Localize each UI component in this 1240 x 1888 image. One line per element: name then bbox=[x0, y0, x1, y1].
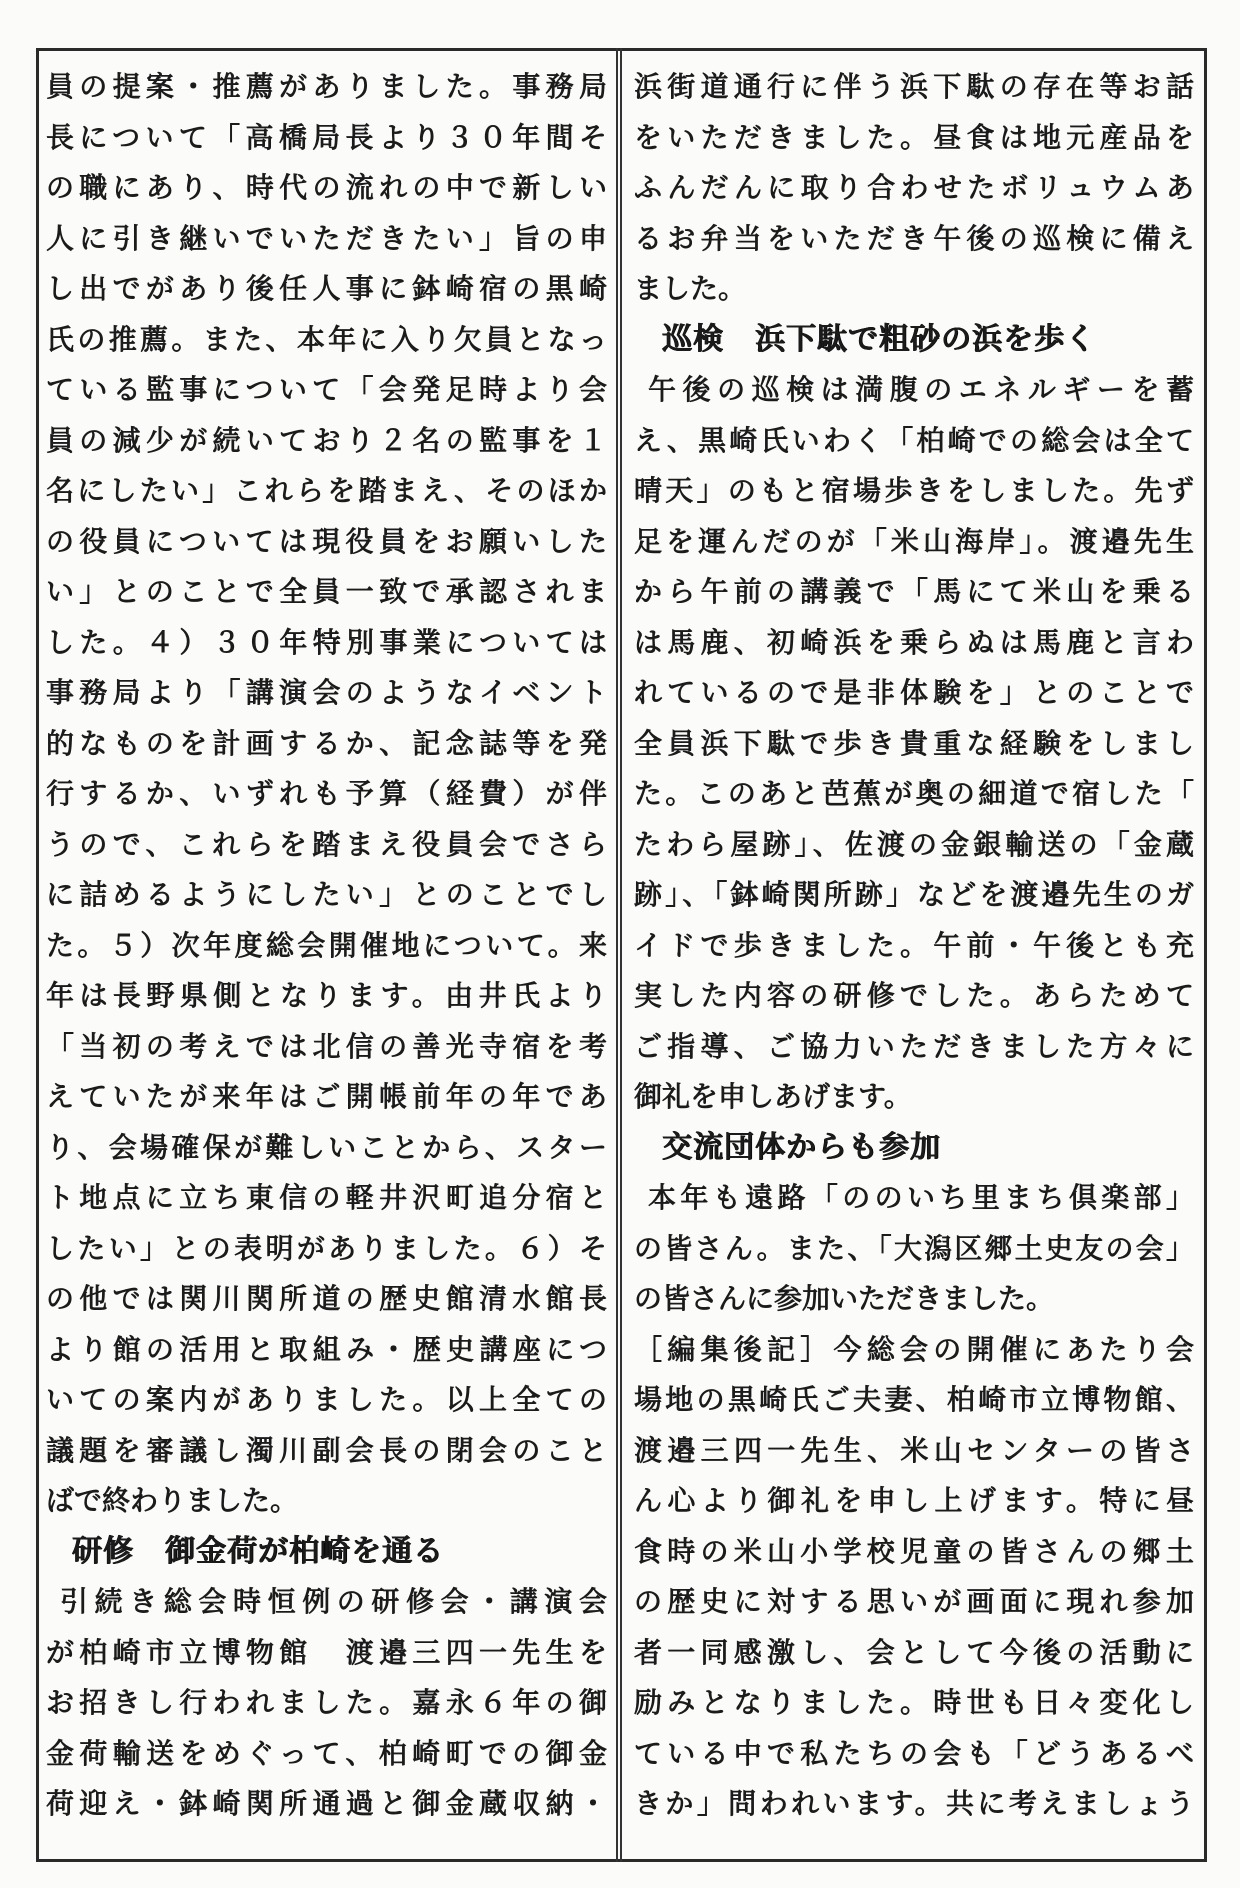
text-line: の他では関川関所道の歴史館清水館長 bbox=[46, 1282, 607, 1315]
text-line: 議題を審議し濁川副会長の閉会のこと bbox=[46, 1433, 607, 1467]
text-line: 年は長野県側となります。由井氏より bbox=[46, 979, 607, 1012]
text-line: が柏崎市立博物館 渡邉三四一先生を bbox=[46, 1635, 607, 1669]
text-line: 人に引き継いでいただきたい」旨の申 bbox=[46, 221, 607, 255]
text-line: 励みとなりました。時世も日々変化し bbox=[634, 1686, 1194, 1719]
editors-note-line: ［編集後記］今総会の開催にあたり会 bbox=[634, 1332, 1194, 1366]
text-line: 場地の黒崎氏ご夫妻、柏崎市立博物館、 bbox=[634, 1383, 1194, 1416]
text-line: るお弁当をいただき午後の巡検に備え bbox=[634, 221, 1194, 255]
text-line: り、会場確保が難しいことから、スター bbox=[46, 1130, 607, 1164]
section-heading-koryu: 交流団体からも参加 bbox=[662, 1129, 941, 1165]
text-line: 引続き総会時恒例の研修会・講演会 bbox=[60, 1585, 607, 1618]
text-line: から午前の講義で「馬にて米山を乗る bbox=[634, 575, 1194, 608]
section-heading-kenshu: 研修 御金荷が柏崎を通る bbox=[72, 1533, 444, 1569]
text-line: きか」問われいます。共に考えましょう bbox=[634, 1787, 1194, 1820]
text-line: 的なものを計画するか、記念誌等を発 bbox=[46, 726, 607, 760]
text-line: 長について「高橋局長より３０年間そ bbox=[46, 120, 607, 154]
text-line: の歴史に対する思いが画面に現れ参加 bbox=[634, 1585, 1194, 1618]
text-line: 全員浜下駄で歩き貴重な経験をしまし bbox=[634, 726, 1194, 760]
text-line: れているので是非体験を」とのことで bbox=[634, 676, 1194, 709]
text-line: ん心より御礼を申し上げます。特に昼 bbox=[634, 1484, 1194, 1517]
text-line: ました。 bbox=[634, 272, 747, 305]
text-line: た。５）次年度総会開催地について。来 bbox=[46, 928, 607, 962]
text-line: いての案内がありました。以上全ての bbox=[46, 1383, 607, 1416]
text-line: 食時の米山小学校児童の皆さんの郷土 bbox=[634, 1534, 1194, 1568]
text-line: 実した内容の研修でした。あらためて bbox=[634, 979, 1194, 1012]
text-line: 渡邉三四一先生、米山センターの皆さ bbox=[634, 1433, 1194, 1467]
text-line: ご指導、ご協力いただきました方々に bbox=[634, 1029, 1194, 1063]
text-line: ている監事について「会発足時より会 bbox=[46, 373, 607, 406]
text-line: 午後の巡検は満腹のエネルギーを蓄 bbox=[648, 373, 1194, 406]
left-column bbox=[46, 62, 607, 1830]
text-line: た。このあと芭蕉が奥の細道で宿した「 bbox=[634, 777, 1194, 810]
text-line: したい」との表明がありました。６）そ bbox=[46, 1231, 607, 1265]
text-line: は馬鹿、初崎浜を乗らぬは馬鹿と言わ bbox=[634, 625, 1194, 659]
column-divider bbox=[616, 48, 622, 1862]
text-line: の役員については現役員をお願いした bbox=[46, 524, 607, 558]
text-line: ている中で私たちの会も「どうあるべ bbox=[634, 1736, 1194, 1770]
text-line: お招きし行われました。嘉永６年の御 bbox=[46, 1686, 607, 1719]
section-heading-junken: 巡検 浜下駄で粗砂の浜を歩く bbox=[662, 321, 1096, 357]
text-line: 者一同感激し、会として今後の活動に bbox=[634, 1635, 1194, 1669]
text-line: 晴天」のもと宿場歩きをしました。先ず bbox=[634, 474, 1194, 507]
text-line: 「当初の考えでは北信の善光寺宿を考 bbox=[46, 1029, 607, 1063]
text-line: ばで終わりました。 bbox=[46, 1484, 299, 1517]
text-line: の皆さん。また、「大潟区郷土史友の会」 bbox=[634, 1231, 1194, 1265]
text-line: 氏の推薦。また、本年に入り欠員となっ bbox=[46, 322, 607, 356]
text-line: 本年も遠路「ののいち里まち倶楽部」 bbox=[648, 1181, 1194, 1214]
text-line: 荷迎え・鉢崎関所通過と御金蔵収納・ bbox=[46, 1787, 607, 1820]
text-line: し出でがあり後任人事に鉢崎宿の黒崎 bbox=[46, 272, 607, 305]
text-line: 員の減少が続いており２名の監事を１ bbox=[46, 423, 607, 457]
text-line: ト地点に立ち東信の軽井沢町追分宿と bbox=[46, 1181, 607, 1214]
text-line: 員の提案・推薦がありました。事務局 bbox=[46, 70, 607, 103]
text-line: 足を運んだのが「米山海岸」。渡邉先生 bbox=[634, 524, 1194, 558]
text-line: 名にしたい」これらを踏まえ、そのほか bbox=[46, 474, 607, 507]
text-line: うので、これらを踏まえ役員会でさら bbox=[46, 827, 607, 861]
text-line: の職にあり、時代の流れの中で新しい bbox=[46, 171, 607, 204]
text-line: をいただきました。昼食は地元産品を bbox=[634, 120, 1194, 154]
right-column bbox=[634, 62, 1194, 1830]
text-line: 跡」、「鉢崎関所跡」などを渡邉先生のガ bbox=[634, 878, 1194, 911]
text-line: に詰めるようにしたい」とのことでし bbox=[46, 878, 607, 911]
text-line: より館の活用と取組み・歴史講座につ bbox=[46, 1332, 607, 1366]
text-line: 行するか、いずれも予算（経費）が伴 bbox=[46, 777, 607, 810]
text-line: い」とのことで全員一致で承認されま bbox=[46, 575, 607, 608]
text-line: イドで歩きました。午前・午後とも充 bbox=[634, 928, 1194, 962]
text-line: 事務局より「講演会のようなイベント bbox=[46, 676, 607, 709]
text-line: 御礼を申しあげます。 bbox=[634, 1080, 912, 1113]
text-line: 金荷輸送をめぐって、柏崎町での御金 bbox=[46, 1736, 607, 1770]
text-line: えていたが来年はご開帳前年の年であ bbox=[46, 1080, 607, 1113]
text-line: の皆さんに参加いただきました。 bbox=[634, 1282, 1055, 1315]
text-line: した。４）３０年特別事業については bbox=[46, 625, 607, 659]
text-line: 浜街道通行に伴う浜下駄の存在等お話 bbox=[634, 70, 1194, 103]
text-line: ふんだんに取り合わせたボリュウムあ bbox=[634, 171, 1194, 204]
text-line: え、黒崎氏いわく「柏崎での総会は全て bbox=[634, 423, 1194, 457]
text-line: たわら屋跡」、佐渡の金銀輸送の「金蔵 bbox=[634, 827, 1194, 861]
